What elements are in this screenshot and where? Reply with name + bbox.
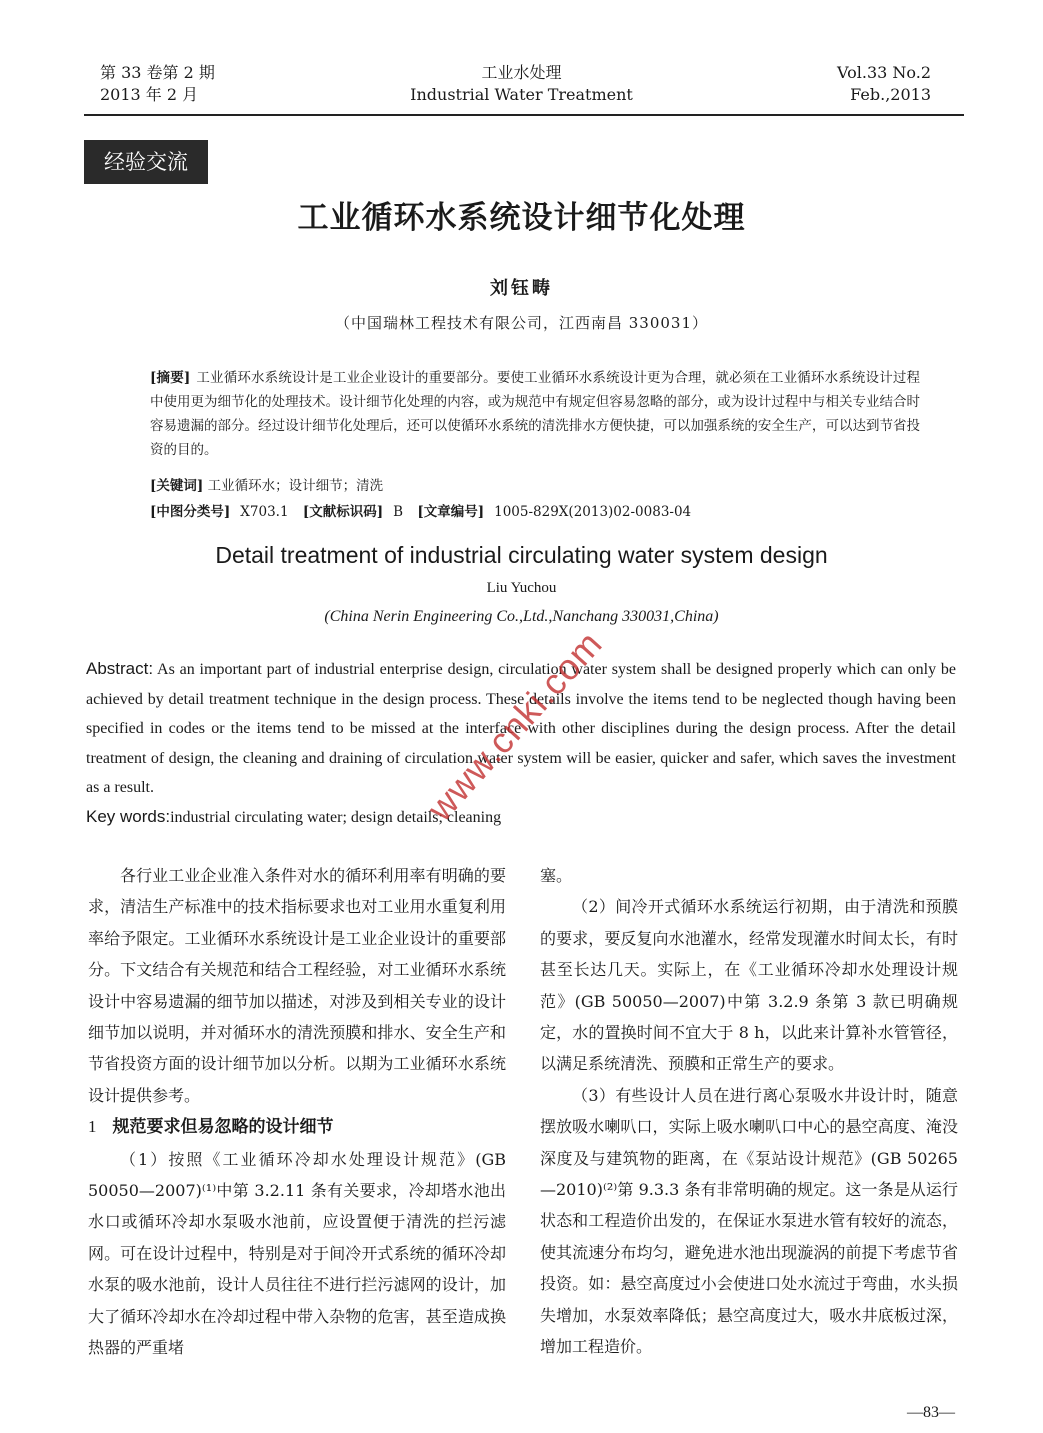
abstract-text: 工业循环水系统设计是工业企业设计的重要部分。要使工业循环水系统设计更为合理，就必须在工业循环水系统设计过程中使用更为细节化的处理技术。设计细节化处理的内容，或为规范中有规定但容易忽略的部分，或为设计过程中与相关专业结合时容易遗漏的部分。经过设计细节化处理后，还可以使循环水系统的清洗排水方便快捷，可以加强系统的安全生产，可以达到节省投资的目的。 — [150, 370, 921, 458]
abstract-cn — [150, 366, 920, 462]
author-name-en: Liu Yuchou — [486, 580, 557, 596]
paragraph-3: （3）有些设计人员在进行离心泵吸水井设计时，随意摆放吸水喇叭口，实际上吸水喇叭口中心的悬空高度、淹没深度及与建筑物的距离，在《泵站设计规范》(GB 50265—2010)⁽²⁾第 9.3.3 条有非常明确的规定。这一条是从运行状态和工程造价出发的，在保证水泵进水管有较好的流态，使其流速分布均匀，避免进水池出现漩涡的前提下考虑节省投资。如：悬空高度过小会使进口处水流过于弯曲，水头损失增加，水泵效率降低；悬空高度过大，吸水井底板过深，增加工程造价。 — [540, 1085, 958, 1357]
keywords-en-label: Key words: — [86, 807, 171, 826]
keywords-en-text: industrial circulating water; design details; cleaning — [170, 809, 502, 826]
abstract-en-text: As an important part of industrial enterprise design, circulation water system shall be designed properly which can only be achieved by detail treatment technique in the design process. These details involve the items tend to be neglected though having been specified in codes or the items tend to be missed at the interface with other disciplines during the design process. After the detail treatment of design, the cleaning and draining of circulation water system will be easier, quicker and safer, which saves the investment as a result. — [86, 661, 956, 796]
article-number-label: [文章编号] — [417, 504, 485, 520]
paragraph-1: （1）按照《工业循环冷却水处理设计规范》(GB 50050—2007)⁽¹⁾中第 3.2.11 条有关要求，冷却塔水池出水口或循环冷却水泵吸水池前，应设置便于清洗的拦污滤网。可在设计过程中，特别是对于间冷开式系统的循环冷却水泵的吸水池前，设计人员往往不进行拦污滤网的设计，加大了循环冷却水在冷却过程中带入杂物的危害，甚至造成换热器的严重堵 — [88, 1149, 506, 1358]
section-heading — [88, 1111, 506, 1143]
section-tag: 经验交流 — [84, 140, 208, 184]
issue-date-en: Feb.,2013 — [850, 85, 931, 104]
body-column-left — [88, 860, 506, 1364]
abstract-en-label: Abstract: — [86, 659, 154, 678]
abstract-label: [摘要] — [150, 370, 191, 386]
doc-code-value: B — [393, 504, 404, 520]
journal-issue-en — [837, 62, 931, 106]
body-column-right — [540, 860, 958, 1363]
intro-paragraph: 各行业工业企业准入条件对水的循环利用率有明确的要求，清洁生产标准中的技术指标要求也对工业用水重复利用率给予限定。工业循环水系统设计是工业企业设计的重要部分。下文结合有关规范和结合工程经验，对工业循环水系统设计中容易遗漏的细节加以描述，对涉及到相关专业的设计细节加以说明，并对循环水的清洗预膜和排水、安全生产和节省投资方面的设计细节加以分析。以期为工业循环水系统设计提供参考。 — [88, 866, 506, 1105]
journal-name-en: Industrial Water Treatment — [410, 85, 633, 104]
author-affiliation-en: (China Nerin Engineering Co.,Ltd.,Nanchang 330031,China) — [324, 608, 719, 625]
author-affiliation: （中国瑞林工程技术有限公司，江西南昌 330031） — [334, 314, 709, 332]
paragraph-continuation: 塞。 — [540, 866, 573, 885]
volume-issue-en: Vol.33 No.2 — [837, 63, 931, 82]
header-divider — [84, 114, 964, 116]
classification-line — [150, 500, 701, 524]
article-number-value: 1005-829X(2013)02-0083-04 — [494, 504, 692, 520]
section-title: 规范要求但易忽略的设计细节 — [112, 1117, 334, 1138]
page-number: —83— — [907, 1404, 955, 1421]
page-title: 工业循环水系统设计细节化处理 — [297, 200, 746, 236]
title-en: Detail treatment of industrial circulating water system design — [215, 542, 828, 568]
clc-label: [中图分类号] — [150, 504, 231, 520]
journal-name-cn: 工业水处理 — [481, 63, 562, 82]
paragraph-2: （2）间冷开式循环水系统运行初期，由于清洗和预膜的要求，要反复向水池灌水，经常发现灌水时间太长，有时甚至长达几天。实际上，在《工业循环冷却水处理设计规范》(GB 50050—2007)中第 3.2.9 条第 3 款已明确规定，水的置换时间不宜大于 8 h，以此来计算补水管管径，以满足系统清洗、预膜和正常生产的要求。 — [540, 897, 958, 1074]
watermark: www.cnki.com — [419, 622, 611, 829]
author-name: 刘钰畴 — [490, 278, 553, 299]
keywords-text: 工业循环水；设计细节；清洗 — [207, 478, 384, 494]
volume-issue: 第 33 卷第 2 期 — [100, 63, 215, 82]
section-number: 1 — [88, 1117, 97, 1137]
keywords-cn — [150, 474, 383, 498]
doc-code-label: [文献标识码] — [302, 504, 384, 520]
issue-date: 2013 年 2 月 — [100, 85, 199, 104]
clc-value: X703.1 — [240, 504, 289, 520]
keywords-label: [关键词] — [150, 478, 204, 494]
